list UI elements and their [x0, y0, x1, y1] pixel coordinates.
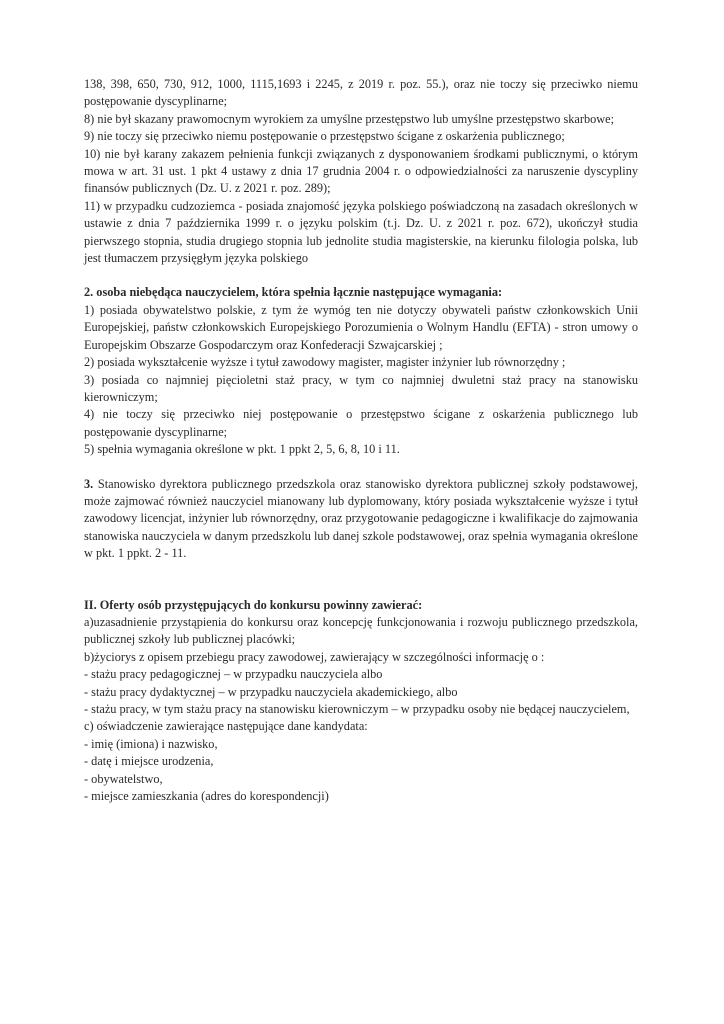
continuation-item: 138, 398, 650, 730, 912, 1000, 1115,1693 i 2245, z 2019 r. poz. 55.), oraz nie toczy się przeciwko niemu postępowanie dyscyplinarne; [84, 77, 638, 109]
section-2-item: 2) posiada wykształcenie wyższe i tytuł zawodowy magister, magister inżynier lub równorzędny ; [84, 355, 566, 370]
section-II-item: - imię (imiona) i nazwisko, [84, 736, 218, 751]
section-3-text: Stanowisko dyrektora publicznego przedszkola oraz stanowisko dyrektora publicznej szkoły podstawowej, może zajmować również nauczyciel mianowany lub dyplomowany, który posiada wykształcenie wyższe i tytuł zawodowy licencjat, inżynier lub równorzędny, oraz przygotowanie pedagogiczne i kwalifikacje do zajmowania stanowiska nauczyciela w danym przedszkolu lub danej szkole podstawowej, oraz spełnia wymagania określone w pkt. 1 ppkt. 2 - 11. [84, 476, 638, 561]
continuation-list [84, 76, 638, 267]
continuation-item: 9) nie toczy się przeciwko niemu postępowanie o przestępstwo ścigane z oskarżenia publicznego; [84, 129, 565, 144]
section-II-item: - datę i miejsce urodzenia, [84, 754, 214, 769]
continuation-item: 10) nie był karany zakazem pełnienia funkcji związanych z dysponowaniem środkami publicznymi, o którym mowa w art. 31 ust. 1 pkt 4 ustawy z dnia 17 grudnia 2004 r. o odpowiedzialności za naruszenie dyscypliny finansów publicznych (Dz. U. z 2021 r. poz. 289); [84, 146, 638, 196]
section-II-item: - stażu pracy pedagogicznej – w przypadku nauczyciela albo [84, 667, 383, 682]
section-II-heading: II. Oferty osób przystępujących do konkursu powinny zawierać: [84, 597, 423, 612]
continuation-item: 8) nie był skazany prawomocnym wyrokiem za umyślne przestępstwo lub umyślne przestępstwo skarbowe; [84, 111, 615, 126]
section-II-item: b)życiorys z opisem przebiegu pracy zawodowej, zawierający w szczególności informację o : [84, 649, 545, 664]
section-3-paragraph [84, 476, 638, 563]
section-3-number: 3. [84, 476, 94, 491]
section-II-item: - obywatelstwo, [84, 771, 163, 786]
section-II-item: a)uzasadnienie przystąpienia do konkursu oraz koncepcję funkcjonowania i rozwoju publicznego przedszkola, publicznej szkoły lub publicznej placówki; [84, 614, 638, 647]
section-3 [84, 476, 638, 563]
section-2-item: 4) nie toczy się przeciwko niej postępowanie o przestępstwo ścigane z oskarżenia publicznego lub postępowanie dyscyplinarne; [84, 407, 638, 439]
continuation-item: 11) w przypadku cudzoziemca - posiada znajomość języka polskiego poświadczoną na zasadach określonych w ustawie z dnia 7 października 1999 r. o języku polskim (t.j. Dz. U. z 2021 r. poz. 672), ukończył studia pierwszego stopnia, studia drugiego stopnia lub jednolite studia magisterskie, na kierunku filologia polska, lub jest tłumaczem przysięgłym języka polskiego [84, 198, 638, 266]
section-II-item: - stażu pracy, w tym stażu pracy na stanowisku kierowniczym – w przypadku osoby nie będącej nauczycielem, [84, 702, 630, 716]
section-2-item: 3) posiada co najmniej pięcioletni staż pracy, w tym co najmniej dwuletni staż pracy na stanowisku kierowniczym; [84, 372, 638, 404]
section-II-item: c) oświadczenie zawierające następujące dane kandydata: [84, 719, 368, 734]
section-II-item: - miejsce zamieszkania (adres do korespondencji) [84, 789, 329, 804]
section-2-item: 5) spełnia wymagania określone w pkt. 1 ppkt 2, 5, 6, 8, 10 i 11. [84, 442, 400, 457]
section-II-item: - stażu pracy dydaktycznej – w przypadku nauczyciela akademickiego, albo [84, 684, 458, 699]
section-II [84, 597, 638, 806]
section-2-heading: 2. osoba niebędąca nauczycielem, która spełnia łącznie następujące wymagania: [84, 285, 503, 300]
section-2-item: 1) posiada obywatelstwo polskie, z tym że wymóg ten nie dotyczy obywateli państw członkowskich Unii Europejskiej, państw członkowskich Europejskiego Porozumienia o Wolnym Handlu (EFTA) - stron umowy o Europejskim Obszarze Gospodarczym oraz Konfederacji Szwajcarskiej ; [84, 302, 638, 352]
section-2 [84, 284, 638, 458]
